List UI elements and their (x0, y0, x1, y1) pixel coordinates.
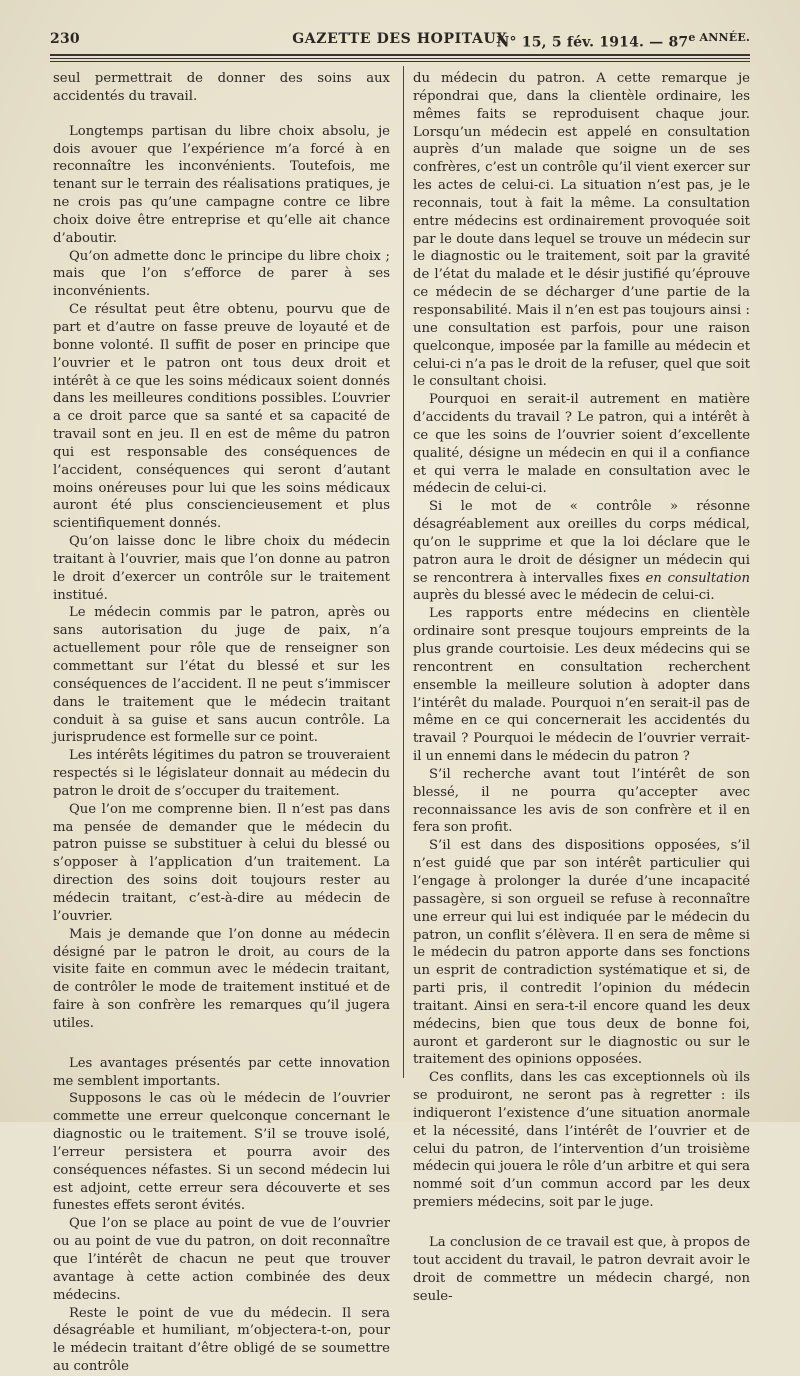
paragraph: Les rapports entre médecins en clientèle ordinaire sont presque toujours empreints de la plus grande courtoisie. Les deux médecins qui se rencontrent en consultation recherchent ensemble la meilleure solution à adopter dans l’intérêt du malade. Pourquoi n’en serait-il pas de même en ce qui concernerait les accidentés du travail ? Pourquoi le médecin de l’ouvrier verrait-il un ennemi dans le médecin du patron ? (413, 606, 750, 765)
paragraph-text: Si le mot de « contrôle » résonne désagréablement aux oreilles du corps médical, qu’on le supprime et que la loi déclare que le patron aura le droit de désigner un médecin qui se rencontrera à intervalles fixes (413, 499, 750, 586)
paragraph: du médecin du patron. A cette remarque je répondrai que, dans la clientèle ordinaire, les mêmes faits se reproduisent chaque jour. Lorsqu’un médecin est appelé en consultation auprès d’un malade que soigne un de ses confrères, c’est un contrôle qu’il vient exercer sur les actes de celui-ci. La situation n’est pas, je le reconnais, tout à fait la même. La consultation entre médecins est ordinairement provoquée soit par le doute dans lequel se trouve un médecin sur le diagnostic ou le traitement, soit par la gravité de l’état du malade et le désir justifié qu’éprouve ce médecin de se décharger d’une partie de la responsabilité. Mais il n’en est pas toujours ainsi : une consultation est parfois, pour une raison quelconque, imposée par la famille au médecin et celui-ci n’a pas le droit de la refuser, quel que soit le consultant choisi. (413, 71, 750, 390)
column-divider (403, 66, 404, 1078)
page-header (50, 28, 750, 52)
header-rule-thick (50, 54, 750, 56)
page-number: 230 (50, 31, 80, 47)
issue-year-label: e ANNÉE. (688, 31, 750, 44)
paragraph: Qu’on laisse donc le libre choix du médecin traitant à l’ouvrier, mais que l’on donne au patron le droit d’exercer un contrôle sur le traitement institué. (53, 534, 390, 603)
paragraph: Longtemps partisan du libre choix absolu, je dois avouer que l’expérience m’a forcé à en reconnaître les inconvénients. Toutefois, me tenant sur le terrain des réalisations pratiques, je ne crois pas qu’une campagne contre ce libre choix doive être entreprise et qu’elle ait chance d’aboutir. (53, 123, 390, 246)
journal-title: GAZETTE DES HOPITAUX (292, 31, 508, 47)
paragraph: Que l’on se place au point de vue de l’ouvrier ou au point de vue du patron, on doit reconnaître que l’intérêt de chacun ne peut que trouver avantage à cette action combinée des deux médecins. (53, 1216, 390, 1303)
paragraph: Le médecin commis par le patron, après ou sans autorisation du juge de paix, n’a actuellement pour rôle que de renseigner son commettant sur l’état du blessé et sur les conséquences de l’accident. Il ne peut s’immiscer dans le traitement que le médecin traitant conduit à sa guise et sans aucun contrôle. La jurisprudence est formelle sur ce point. (53, 605, 390, 746)
paragraph: Les avantages présentés par cette innovation me semblent importants. (53, 1055, 390, 1089)
paragraph: Reste le point de vue du médecin. Il sera désagréable et humiliant, m’objectera-t-on, pour le médecin traitant d’être obligé de se soumettre au contrôle (53, 1305, 390, 1375)
paragraph: S’il est dans des dispositions opposées, s’il n’est guidé que par son intérêt particulier qui l’engage à prolonger la durée d’une incapacité passagère, si son orgueil se refuse à reconnaître une erreur qui lui est indiquée par le médecin du patron, un conflit s’élèvera. Il en sera de même si le médecin du patron apporte dans ses fonctions un esprit de contradiction systématique et si, de parti pris, il contredit l’opinion du médecin traitant. Ainsi en sera-t-il encore quand les deux médecins, bien que tous deux de bonne foi, auront et garderont sur le diagnostic ou sur le traitement des opinions opposées. (413, 838, 750, 1068)
issue-number-date: N° 15, 5 fév. 1914. — 87 (496, 34, 689, 51)
header-rule-thin-1 (50, 58, 750, 59)
paragraph: La conclusion de ce travail est que, à propos de tout accident du travail, le patron devrait avoir le droit de commettre un médecin chargé, non seule- (413, 1235, 750, 1304)
header-rule-thin-2 (50, 61, 750, 62)
right-column (413, 70, 750, 1305)
paragraph: Qu’on admette donc le principe du libre choix ; mais que l’on s’efforce de parer à ses inconvénients. (53, 248, 390, 300)
issue-info (497, 31, 750, 51)
paragraph: Ces conflits, dans les cas exceptionnels où ils se produiront, ne seront pas à regretter : ils indiqueront l’existence d’une situation anormale et la nécessité, dans l’intérêt de l’ouvrier et de celui du patron, de l’intervention d’un troisième médecin qui jouera le rôle d’un arbitre et qui sera nommé soit d’un commun accord par les deux premiers médecins, soit par le juge. (413, 1070, 750, 1211)
italic-phrase: en consultation (645, 570, 750, 586)
paragraph: Supposons le cas où le médecin de l’ouvrier commette une erreur quelconque concernant le diagnostic ou le traitement. S’il se trouve isolé, l’erreur persistera et pourra avoir des conséquences néfastes. Si un second médecin lui est adjoint, cette erreur sera découverte et ses funestes effets seront évités. (53, 1091, 390, 1214)
paragraph: Les intérêts légitimes du patron se trouveraient respectés si le législateur donnait au médecin du patron le droit de s’occuper du traitement. (53, 748, 390, 799)
paragraph: Pourquoi en serait-il autrement en matière d’accidents du travail ? Le patron, qui a intérêt à ce que les soins de l’ouvrier soient d’excellente qualité, désigne un médecin en qui il a confiance et qui verra le malade en consultation avec le médecin de celui-ci. (413, 392, 750, 497)
left-column (53, 70, 390, 1376)
paragraph: S’il recherche avant tout l’intérêt de son blessé, il ne pourra qu’accepter avec reconnaissance les avis de son confrère et il en fera son profit. (413, 766, 750, 836)
paragraph: Ce résultat peut être obtenu, pourvu que de part et d’autre on fasse preuve de loyauté et de bonne volonté. Il suffit de poser en principe que l’ouvrier et le patron ont tous deux droit et intérêt à ce que les soins médicaux soient donnés dans les meilleures conditions possibles. L’ouvrier a ce droit parce que sa santé et sa capacité de travail sont en jeu. Il en est de même du patron qui est responsable des conséquences de l’accident, conséquences qui seront d’autant moins onéreuses pour lui que les soins médicaux auront été plus consciencieusement et plus scientifiquement donnés. (53, 302, 390, 532)
paragraph: seul permettrait de donner des soins aux accidentés du travail. (53, 71, 390, 104)
paragraph-text: auprès du blessé avec le médecin de celui-ci. (413, 588, 715, 604)
paragraph: Mais je demande que l’on donne au médecin désigné par le patron le droit, au cours de la visite faite en commun avec le médecin traitant, de contrôler le mode de traitement institué et de faire à son confrère les remarques qu’il jugera utiles. (53, 926, 390, 1031)
paragraph: Que l’on me comprenne bien. Il n’est pas dans ma pensée de demander que le médecin du patron puisse se substituer à celui du blessé ou s’opposer à l’application d’un traitement. La direction des soins doit toujours rester au médecin traitant, c’est-à-dire au médecin de l’ouvrier. (53, 801, 390, 924)
paragraph (413, 498, 750, 605)
